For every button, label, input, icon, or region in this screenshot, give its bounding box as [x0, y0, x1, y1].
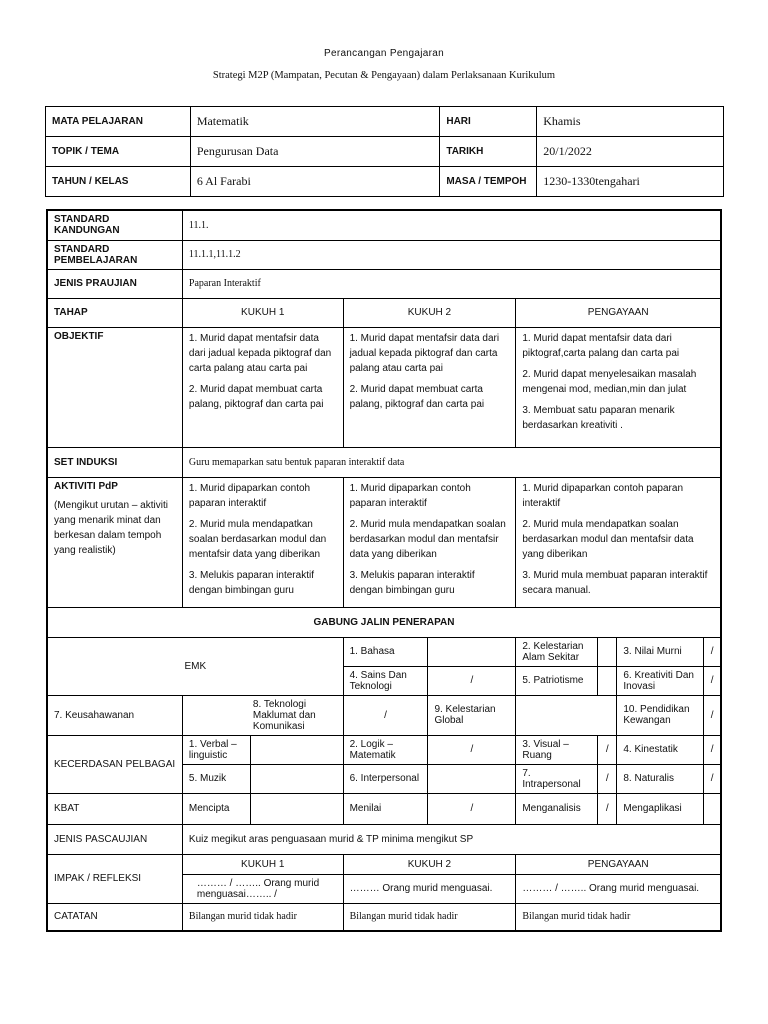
- impak-kukuh2-header: KUKUH 2: [343, 854, 516, 874]
- emk-tmk-mark: /: [343, 695, 428, 735]
- document-title: Perancangan Pengajaran: [323, 48, 445, 59]
- tahap-label: TAHAP: [47, 298, 182, 327]
- kbat-menganalisis-mark: /: [598, 793, 617, 824]
- emk-sains: 4. Sains Dan Teknologi: [343, 666, 428, 695]
- kp-intrapersonal-mark: /: [598, 764, 617, 793]
- emk-kreativiti: 6. Kreativiti Dan Inovasi: [617, 666, 704, 695]
- kp-visual-mark: /: [598, 735, 617, 764]
- kbat-menganalisis: Menganalisis: [516, 793, 598, 824]
- objektif-pengayaan-item: 3. Membuat satu paparan menarik berdasarkan kreativiti .: [522, 404, 675, 431]
- sp-value: 11.1.1,11.1.2: [182, 240, 721, 269]
- emk-kelestarian: 2. Kelestarian Alam Sekitar: [516, 637, 598, 666]
- kbat-mencipta-mark: [250, 793, 343, 824]
- pascaujian-label: JENIS PASCAUJIAN: [47, 824, 182, 854]
- kbat-mencipta: Mencipta: [182, 793, 250, 824]
- impak-kukuh2: ……… Orang murid menguasai.: [343, 874, 516, 903]
- emk-tmk: 8. Teknologi Maklumat dan Komunikasi: [182, 695, 343, 735]
- emk-kewangan: 10. Pendidikan Kewangan: [617, 695, 704, 735]
- impak-pengayaan-header: PENGAYAAN: [516, 854, 721, 874]
- gabung-jalin-header: GABUNG JALIN PENERAPAN: [47, 607, 721, 637]
- aktiviti-kukuh1-item: 2. Murid mula mendapatkan soalan berdasarkan modul dan mentafsir data yang diberikan: [188, 518, 327, 560]
- kp-verbal-mark: [250, 735, 343, 764]
- kp-naturalis: 8. Naturalis: [617, 764, 704, 793]
- kbat-mengaplikasi: Mengaplikasi: [617, 793, 704, 824]
- mata-pelajaran-value: Matematik: [190, 107, 440, 137]
- pascaujian-value: Kuiz megikut aras penguasaan murid & TP minima mengikut SP: [182, 824, 721, 854]
- objektif-label: OBJEKTIF: [47, 327, 182, 447]
- aktiviti-kukuh1-item: 3. Melukis paparan interaktif dengan bimbingan guru: [188, 569, 314, 596]
- objektif-pengayaan: [516, 327, 721, 447]
- objektif-kukuh1-item: 2. Murid dapat membuat carta palang, piktograf dan carta pai: [188, 383, 324, 410]
- emk-patriotisme: 5. Patriotisme: [516, 666, 598, 695]
- praujian-label: JENIS PRAUJIAN: [47, 269, 182, 298]
- kbat-label: KBAT: [47, 793, 182, 824]
- emk-kelestarian-mark: [598, 637, 617, 666]
- kp-interpersonal: 6. Interpersonal: [343, 764, 428, 793]
- aktiviti-kukuh1-item: 1. Murid dipaparkan contoh paparan interaktif: [188, 482, 311, 509]
- emk-patriotisme-mark: [598, 666, 617, 695]
- emk-label: EMK: [47, 637, 343, 695]
- impak-label: IMPAK / REFLEKSI: [47, 854, 182, 903]
- objektif-pengayaan-item: 1. Murid dapat mentafsir data dari piktograf,carta palang dan carta pai: [522, 332, 680, 359]
- kp-verbal: 1. Verbal – linguistic: [182, 735, 250, 764]
- objektif-kukuh1: [182, 327, 343, 447]
- impak-kukuh1-header: KUKUH 1: [182, 854, 343, 874]
- objektif-kukuh2: [343, 327, 516, 447]
- kp-muzik-mark: [250, 764, 343, 793]
- emk-sains-mark: /: [428, 666, 516, 695]
- topik-label: TOPIK / TEMA: [46, 137, 191, 167]
- emk-bahasa-mark: [428, 637, 516, 666]
- kukuh1-header: KUKUH 1: [182, 298, 343, 327]
- aktiviti-kukuh1: [182, 477, 343, 607]
- kbat-menilai-mark: /: [428, 793, 516, 824]
- emk-nilai-mark: /: [704, 637, 721, 666]
- kp-muzik: 5. Muzik: [182, 764, 250, 793]
- aktiviti-pengayaan-item: 1. Murid dipaparkan contoh paparan interaktif: [522, 482, 684, 509]
- aktiviti-kukuh2-item: 3. Melukis paparan interaktif dengan bimbingan guru: [349, 569, 475, 596]
- pengayaan-header: PENGAYAAN: [516, 298, 721, 327]
- aktiviti-kukuh2-item: 1. Murid dipaparkan contoh paparan interaktif: [349, 482, 471, 509]
- emk-keusahawanan: 7. Keusahawanan: [47, 695, 182, 735]
- emk-global: 9. Kelestarian Global: [428, 695, 516, 735]
- topik-value: Pengurusan Data: [190, 137, 440, 167]
- kp-logik-mark: /: [428, 735, 516, 764]
- aktiviti-pengayaan: [516, 477, 721, 607]
- objektif-kukuh2-item: 1. Murid dapat mentafsir data dari jadual kepada piktograf dan carta palang atau carta pai: [349, 332, 500, 374]
- catatan-kukuh2: Bilangan murid tidak hadir: [343, 903, 516, 931]
- impak-pengayaan: ……… / …….. Orang murid menguasai.: [516, 874, 721, 903]
- objektif-pengayaan-item: 2. Murid dapat menyelesaikan masalah mengenai mod, median,min dan julat: [522, 368, 697, 395]
- emk-kewangan-mark: /: [704, 695, 721, 735]
- objektif-kukuh2-item: 2. Murid dapat membuat carta palang, piktograf dan carta pai: [349, 383, 485, 410]
- kp-label: KECERDASAN PELBAGAI: [47, 735, 182, 793]
- masa-label: MASA / TEMPOH: [440, 167, 537, 197]
- kp-naturalis-mark: /: [704, 764, 721, 793]
- masa-value: 1230-1330tengahari: [537, 167, 724, 197]
- aktiviti-kukuh2: [343, 477, 516, 607]
- set-induksi-label: SET INDUKSI: [47, 447, 182, 477]
- aktiviti-label-cell: [47, 477, 182, 607]
- kbat-mengaplikasi-mark: [704, 793, 721, 824]
- praujian-value: Paparan Interaktif: [182, 269, 721, 298]
- catatan-pengayaan: Bilangan murid tidak hadir: [516, 903, 721, 931]
- emk-kreativiti-mark: /: [704, 666, 721, 695]
- impak-kukuh1: ……… / …….. Orang murid menguasai…….. /: [182, 874, 343, 903]
- kp-kinestatik-mark: /: [704, 735, 721, 764]
- mata-pelajaran-label: MATA PELAJARAN: [46, 107, 191, 137]
- aktiviti-pengayaan-item: 3. Murid mula membuat paparan interaktif secara manual.: [522, 569, 708, 596]
- emk-global-mark: [516, 695, 617, 735]
- aktiviti-note: (Mengikut urutan – aktiviti yang menarik minat dan berkesan dalam tempoh yang realistik): [54, 499, 168, 556]
- aktiviti-label: AKTIVITI PdP: [54, 480, 118, 492]
- hari-value: Khamis: [537, 107, 724, 137]
- aktiviti-pengayaan-item: 2. Murid mula mendapatkan soalan berdasarkan modul dan mentafsir data yang diberikan: [522, 518, 694, 560]
- objektif-kukuh1-item: 1. Murid dapat mentafsir data dari jadual kepada piktograf dan carta palang atau carta pai: [188, 332, 332, 374]
- tarikh-value: 20/1/2022: [537, 137, 724, 167]
- kelas-value: 6 Al Farabi: [190, 167, 440, 197]
- hari-label: HARI: [440, 107, 537, 137]
- sk-label: STANDARD KANDUNGAN: [47, 210, 182, 240]
- document-subtitle: Strategi M2P (Mampatan, Pecutan & Pengayaan) dalam Perlaksanaan Kurikulum: [212, 70, 556, 81]
- kelas-label: TAHUN / KELAS: [46, 167, 191, 197]
- catatan-label: CATATAN: [47, 903, 182, 931]
- info-table: [45, 106, 724, 197]
- kp-visual: 3. Visual – Ruang: [516, 735, 598, 764]
- kp-kinestatik: 4. Kinestatik: [617, 735, 704, 764]
- kp-intrapersonal: 7. Intrapersonal: [516, 764, 598, 793]
- lesson-plan-table: [46, 209, 722, 932]
- catatan-kukuh1: Bilangan murid tidak hadir: [182, 903, 343, 931]
- sk-value: 11.1.: [182, 210, 721, 240]
- kukuh2-header: KUKUH 2: [343, 298, 516, 327]
- set-induksi-value: Guru memaparkan satu bentuk paparan interaktif data: [182, 447, 721, 477]
- tarikh-label: TARIKH: [440, 137, 537, 167]
- kp-logik: 2. Logik – Matematik: [343, 735, 428, 764]
- aktiviti-kukuh2-item: 2. Murid mula mendapatkan soalan berdasarkan modul dan mentafsir data yang diberikan: [349, 518, 506, 560]
- kp-interpersonal-mark: [428, 764, 516, 793]
- sp-label: STANDARD PEMBELAJARAN: [47, 240, 182, 269]
- kbat-menilai: Menilai: [343, 793, 428, 824]
- emk-bahasa: 1. Bahasa: [343, 637, 428, 666]
- emk-nilai: 3. Nilai Murni: [617, 637, 704, 666]
